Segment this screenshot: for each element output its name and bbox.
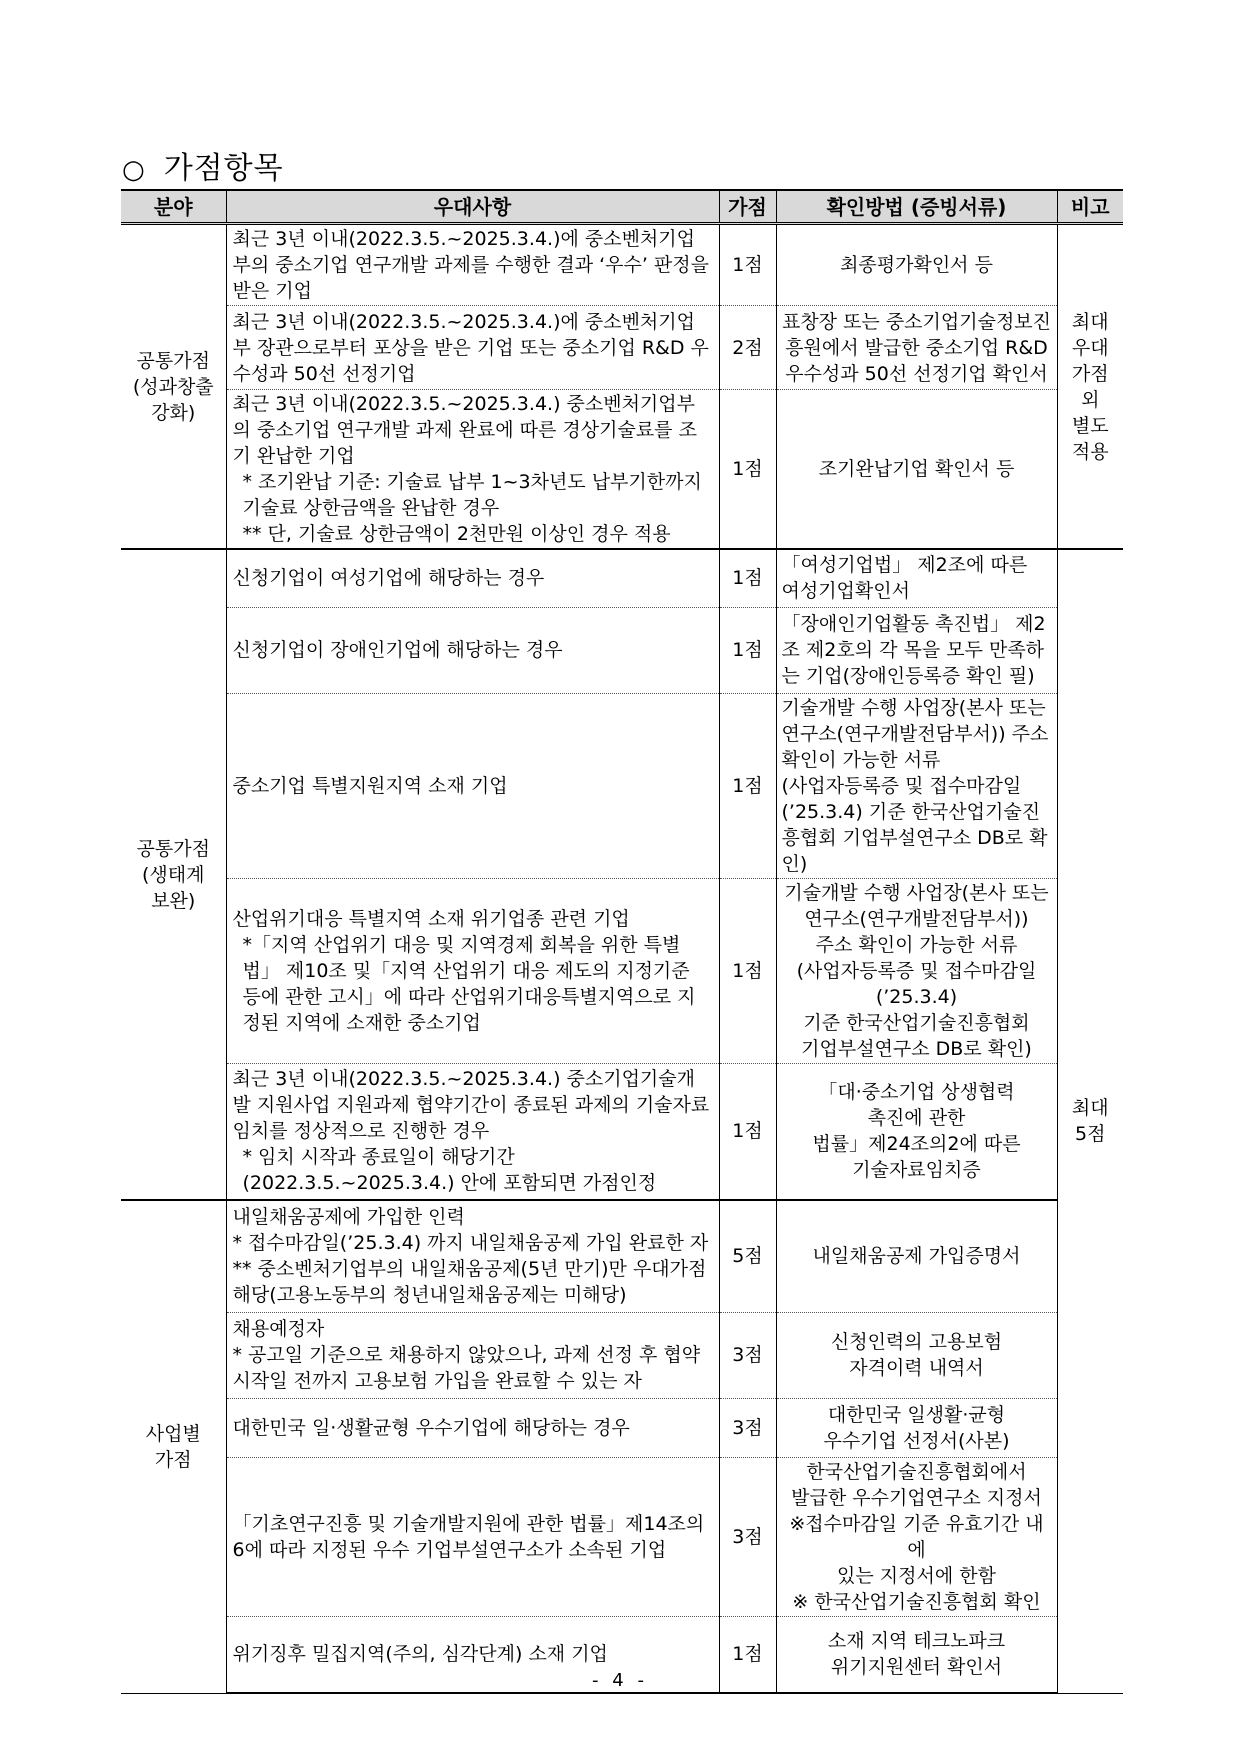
heading-bullet-icon: ○ (122, 155, 146, 185)
verification-line: 기술개발 수행 사업장(본사 또는 연구소(연구개발전담부서)) (784, 881, 1049, 930)
points-cell: 1점 (719, 878, 776, 1063)
verification-line: 표창장 또는 중소기업기술정보진흥원에서 발급한 중소기업 R&D 우수성과 50선 선정기업 확인서 (781, 310, 1052, 385)
verification-line: ※접수마감일 기준 유효기간 내에 (789, 1512, 1044, 1561)
item-cell (226, 693, 719, 878)
verification-line: 기술개발 수행 사업장(본사 또는 연구소(연구개발전담부서)) 주소 확인이 가능한 서류 (781, 696, 1049, 771)
item-line: 최근 3년 이내(2022.3.5.~2025.3.4.) 중소기업기술개발 지원사업 지원과제 협약기간이 종료된 과제의 기술자료 임치를 정상적으로 진행한 경우 (232, 1068, 710, 1143)
table-row (121, 878, 1123, 1063)
note-line: 외 (1081, 388, 1100, 411)
item-line: 최근 3년 이내(2022.3.5.~2025.3.4.)에 중소벤처기업부 장관으로부터 포상을 받은 기업 또는 중소기업 R&D 우수성과 50선 선정기업 (232, 310, 709, 385)
note-line: 최대 (1071, 1097, 1109, 1120)
category-line: (성과창출 (132, 375, 214, 398)
item-line: 산업위기대응 특별지역 소재 위기업종 관련 기업 (232, 907, 630, 930)
table-row (121, 1398, 1123, 1457)
note-line: 우대 (1071, 336, 1109, 359)
verification-cell (776, 390, 1057, 550)
item-cell (226, 549, 719, 607)
category-line: 사업별 (145, 1422, 201, 1445)
points-cell: 3점 (719, 1457, 776, 1616)
table-row (121, 224, 1123, 306)
verification-cell (776, 1457, 1057, 1616)
verification-line: 최종평가확인서 등 (840, 254, 993, 276)
item-line: 위기징후 밀집지역(주의, 심각단계) 소재 기업 (232, 1643, 608, 1666)
header-points: 가점 (719, 190, 776, 224)
verification-line: 소재 지역 테크노파크 (827, 1630, 1006, 1653)
item-cell (226, 1200, 719, 1312)
points-cell: 1점 (719, 1616, 776, 1693)
header-verification: 확인방법 (증빙서류) (776, 190, 1057, 224)
note-line: 별도 (1071, 414, 1109, 437)
category-line: 공통가점 (136, 837, 210, 860)
item-line: 최근 3년 이내(2022.3.5.~2025.3.4.) 중소벤처기업부의 중소기업 연구개발 과제 완료에 따른 경상기술료를 조기 완납한 기업 (232, 393, 697, 467)
category-line: 강화) (151, 401, 196, 424)
section-heading (122, 143, 284, 187)
verification-line: 촉진에 관한 (867, 1107, 966, 1130)
table-row (121, 1200, 1123, 1312)
verification-line: 주소 확인이 가능한 서류 (815, 933, 1018, 956)
heading-text: 가점항목 (163, 151, 284, 186)
item-cell (226, 224, 719, 306)
category-line: 가점 (154, 1448, 192, 1471)
header-item: 우대사항 (226, 190, 719, 224)
table-row (121, 306, 1123, 390)
item-note-line: * 공고일 기준으로 채용하지 않았으나, 과제 선정 후 협약 시작일 전까지 고용보험 가입을 완료할 수 있는 자 (232, 1344, 701, 1392)
verification-line: 조기완납기업 확인서 등 (818, 458, 1015, 480)
verification-line: 「대·중소기업 상생협력 (818, 1081, 1015, 1104)
category-line: (생태계 (142, 863, 205, 886)
item-cell (226, 878, 719, 1063)
verification-cell (776, 306, 1057, 390)
points-cell: 1점 (719, 1063, 776, 1200)
item-cell (226, 1063, 719, 1200)
verification-cell (776, 878, 1057, 1063)
verification-cell (776, 1200, 1057, 1312)
verification-line: 대한민국 일생활·균형 (827, 1403, 1006, 1426)
item-line: 내일채움공제에 가입한 인력 (232, 1206, 465, 1229)
page-number: - 4 - (592, 1670, 648, 1691)
verification-line: 「여성기업법」 제2조에 따른 여성기업확인서 (781, 554, 1028, 603)
points-cell: 1점 (719, 224, 776, 306)
item-cell (226, 607, 719, 693)
item-line: 최근 3년 이내(2022.3.5.~2025.3.4.)에 중소벤처기업부의 중소기업 연구개발 과제를 수행한 결과 ‘우수’ 판정을 받은 기업 (232, 228, 709, 302)
points-cell: 1점 (719, 607, 776, 693)
table-row (121, 549, 1123, 607)
item-line: 중소기업 특별지원지역 소재 기업 (232, 774, 508, 797)
category-line: 보완) (151, 889, 196, 912)
points-cell: 3점 (719, 1312, 776, 1398)
verification-line: (사업자등록증 및 접수마감일(’25.3.4) 기준 한국산업기술진흥협회 기업부설연구소 DB로 확인) (781, 774, 1048, 875)
verification-line: 한국산업기술진흥협회에서 (806, 1460, 1027, 1483)
item-line: 신청기업이 여성기업에 해당하는 경우 (232, 567, 545, 590)
item-note-line: ** 단, 기술료 상한금액이 2천만원 이상인 경우 적용 (242, 523, 671, 545)
verification-line: 「장애인기업활동 촉진법」 제2조 제2호의 각 목을 모두 만족하는 기업(장애인등록증 확인 필) (781, 613, 1046, 687)
verification-line: (사업자등록증 및 접수마감일(’25.3.4) (796, 959, 1037, 1008)
table-header-row (121, 190, 1123, 224)
verification-line: 우수기업 선정서(사본) (823, 1429, 1010, 1452)
table-row (121, 1312, 1123, 1398)
header-note: 비고 (1057, 190, 1123, 224)
verification-line: 법률」제24조의2에 따른 (812, 1133, 1021, 1156)
points-cell: 3점 (719, 1398, 776, 1457)
verification-cell (776, 607, 1057, 693)
verification-line: 자격이력 내역서 (849, 1357, 984, 1379)
note-line: 적용 (1071, 440, 1109, 463)
item-note-line: * 접수마감일(’25.3.4) 까지 내일채움공제 가입 완료한 자 (232, 1232, 709, 1255)
points-cell: 1점 (719, 549, 776, 607)
note-cell (1057, 224, 1123, 550)
table-row (121, 390, 1123, 550)
category-cell (121, 224, 226, 550)
verification-cell (776, 549, 1057, 607)
category-cell (121, 549, 226, 1200)
item-cell (226, 1312, 719, 1398)
item-note-line: * 임치 시작과 종료일이 해당기간(2022.3.5.~2025.3.4.) 안에 포함되면 가점인정 (242, 1146, 657, 1195)
verification-line: 내일채움공제 가입증명서 (812, 1245, 1021, 1268)
verification-line: ※ 한국산업기술진흥협회 확인 (792, 1590, 1041, 1613)
bonus-points-table (121, 189, 1123, 1694)
item-cell (226, 390, 719, 550)
item-note-line: ** 중소벤처기업부의 내일채움공제(5년 만기)만 우대가점 해당(고용노동부의 청년내일채움공제는 미해당) (232, 1258, 707, 1307)
item-line: 채용예정자 (232, 1318, 325, 1340)
verification-cell (776, 1398, 1057, 1457)
item-line: 신청기업이 장애인기업에 해당하는 경우 (232, 639, 563, 661)
category-cell (121, 1200, 226, 1693)
note-line: 5점 (1075, 1123, 1106, 1146)
verification-line: 기술자료임치증 (852, 1159, 981, 1182)
verification-line: 기업부설연구소 DB로 확인) (801, 1037, 1032, 1060)
header-category: 분야 (121, 190, 226, 224)
table-row (121, 1063, 1123, 1200)
item-cell (226, 1398, 719, 1457)
verification-line: 신청인력의 고용보험 (830, 1331, 1003, 1353)
verification-cell (776, 693, 1057, 878)
points-cell: 1점 (719, 693, 776, 878)
table-row (121, 607, 1123, 693)
table-row (121, 693, 1123, 878)
points-cell: 5점 (719, 1200, 776, 1312)
table-row (121, 1457, 1123, 1616)
item-note-line: * 조기완납 기준: 기술료 납부 1~3차년도 납부기한까지 기술료 상한금액을 완납한 경우 (242, 471, 702, 519)
verification-cell (776, 1063, 1057, 1200)
note-line: 가점 (1071, 362, 1109, 385)
note-line: 최대 (1071, 310, 1109, 333)
verification-line: 위기지원센터 확인서 (830, 1656, 1003, 1679)
points-cell: 2점 (719, 306, 776, 390)
verification-cell (776, 224, 1057, 306)
category-line: 공통가점 (136, 349, 210, 372)
note-cell (1057, 549, 1123, 1693)
item-cell (226, 1457, 719, 1616)
item-line: 「기초연구진흥 및 기술개발지원에 관한 법률」제14조의6에 따라 지정된 우수 기업부설연구소가 소속된 기업 (232, 1512, 705, 1561)
points-cell: 1점 (719, 390, 776, 550)
verification-line: 기준 한국산업기술진흥협회 (803, 1011, 1030, 1034)
item-cell (226, 306, 719, 390)
verification-cell (776, 1312, 1057, 1398)
verification-line: 발급한 우수기업연구소 지정서 (791, 1486, 1042, 1509)
item-line: 대한민국 일·생활균형 우수기업에 해당하는 경우 (232, 1416, 630, 1439)
verification-line: 있는 지정서에 한함 (837, 1564, 996, 1587)
item-note-line: *「지역 산업위기 대응 및 지역경제 회복을 위한 특별법」 제10조 및「지역 산업위기 대응 제도의 지정기준 등에 관한 고시」에 따라 산업위기대응특별지역으로 지정된 지역에 소재한 중소기업 (242, 933, 696, 1034)
